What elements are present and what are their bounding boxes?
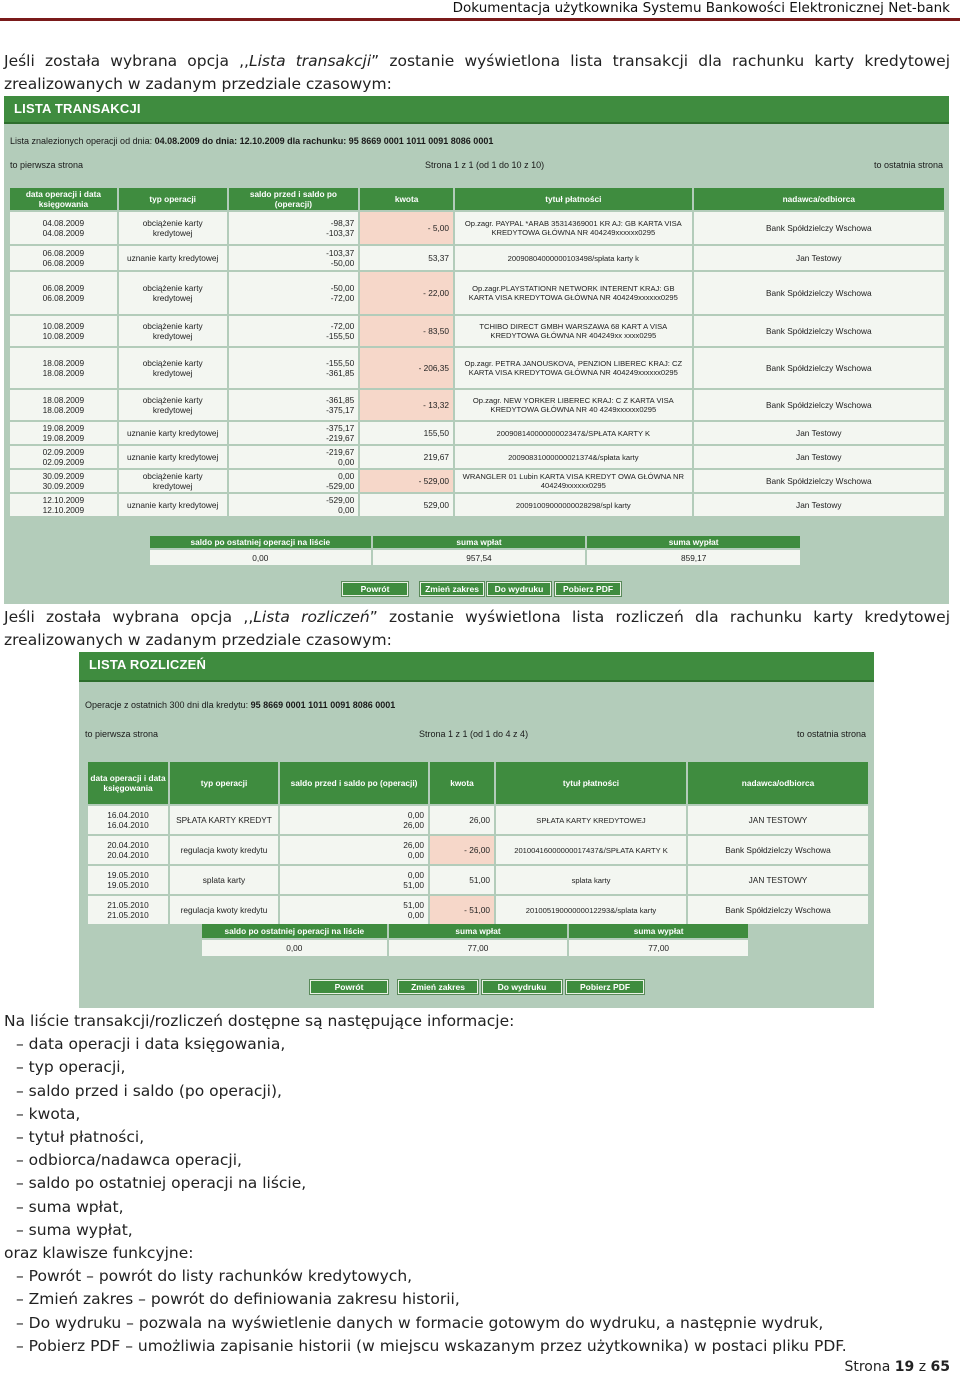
transakcje-last-page-link[interactable]: to ostatnia strona (873, 160, 943, 170)
booking-date: 06.08.2009 (42, 258, 85, 268)
transakcje-info-prefix: Lista znalezionych operacji od dnia: (10, 136, 155, 146)
booking-date: 18.08.2009 (42, 405, 85, 415)
operation-date: 19.05.2010 (107, 870, 149, 880)
info-list-item: – tytuł płatności, (16, 1128, 145, 1147)
counterparty: JAN TESTOWY (688, 806, 868, 834)
amount: - 51,00 (430, 896, 494, 924)
date-cell (10, 246, 117, 270)
date-cell (88, 866, 168, 894)
balance-before: -72,00 (330, 321, 355, 331)
operation-date: 10.08.2009 (42, 321, 85, 331)
operation-date: 18.08.2009 (42, 358, 85, 368)
transakcje-title: LISTA TRANSAKCJI (14, 101, 141, 116)
intro1-pre: Jeśli została wybrana opcja ,, (4, 52, 249, 70)
document-header (0, 0, 960, 18)
column-header: typ operacji (170, 762, 278, 804)
booking-date: 19.05.2010 (107, 880, 149, 890)
operation-date: 12.10.2009 (42, 495, 85, 505)
balance-cell (229, 390, 359, 420)
payment-title: 20091009000000028298/spl karty (455, 494, 692, 516)
date-cell (10, 316, 117, 346)
column-header: nadawca/odbiorca (694, 188, 944, 210)
rozliczenia-table-header (88, 762, 868, 804)
counterparty: Bank Spółdzielczy Wschowa (688, 896, 868, 924)
summary-value: 77,00 (569, 940, 748, 956)
key-list-item: – Powrót – powrót do listy rachunków kredytowych, (16, 1267, 413, 1286)
balance-cell (229, 348, 359, 388)
operation-type: obciążenie karty kredytowej (119, 316, 227, 346)
key-list-item: – Pobierz PDF – umożliwia zapisanie historii (w miejscu wskazanym przez użytkownika) w postaci pliku PDF. (16, 1336, 847, 1355)
balance-after: -361,85 (326, 368, 355, 378)
counterparty: Bank Spółdzielczy Wschowa (694, 348, 944, 388)
table-row (10, 272, 944, 314)
balance-before: -155,50 (326, 358, 355, 368)
booking-date: 12.10.2009 (42, 505, 85, 515)
page-current: 19 (894, 1359, 915, 1375)
balance-after: -375,17 (326, 405, 355, 415)
intro1-option: Lista transakcji (248, 52, 372, 70)
intro1-post: ” zostanie wyświetlona lista transakcji dla rachunku karty kredytowej zrealizowanych w zadanym przedziale czasowym: (4, 52, 950, 93)
balance-cell (229, 272, 359, 314)
date-cell (10, 446, 117, 468)
operation-date: 19.08.2009 (42, 423, 85, 433)
summary-header: suma wpłat (373, 536, 586, 548)
intro2-option: Lista rozliczeń (253, 608, 370, 626)
booking-date: 18.08.2009 (42, 368, 85, 378)
payment-title: TCHIBO DIRECT GMBH WARSZAWA 68 KART A VISA KREDYTOWA GŁÓWNA NR 404249xx xxxx0295 (455, 316, 692, 346)
operation-date: 06.08.2009 (42, 283, 85, 293)
rozliczenia-title-bar (79, 652, 874, 682)
balance-after: 0,00 (407, 910, 424, 920)
transakcje-panel (4, 96, 949, 604)
transakcje-page-info: Strona 1 z 1 (od 1 do 10 z 10) (425, 160, 545, 170)
balance-cell (280, 896, 428, 924)
amount: 219,67 (360, 446, 453, 468)
transakcje-summary (148, 534, 802, 567)
transakcje-first-page-link[interactable]: to pierwsza strona (10, 160, 84, 170)
page-mid: z (914, 1359, 931, 1375)
summary-header: saldo po ostatniej operacji na liście (202, 924, 387, 938)
counterparty: Jan Testowy (694, 246, 944, 270)
column-header: data operacji i data księgowania (10, 188, 117, 210)
amount: - 5,00 (360, 212, 453, 244)
summary-header: suma wypłat (569, 924, 748, 938)
operation-type: obciążenie karty kredytowej (119, 470, 227, 492)
date-cell (88, 896, 168, 924)
operation-type: obciążenie karty kredytowej (119, 272, 227, 314)
rozliczenia-panel (79, 652, 874, 1008)
balance-after: -103,37 (326, 228, 355, 238)
table-row (10, 422, 944, 444)
column-header: saldo przed i saldo po (operacji) (229, 188, 359, 210)
rozliczenia-info-prefix: Operacje z ostatnich 300 dni dla kredytu: (85, 700, 251, 710)
amount: - 83,50 (360, 316, 453, 346)
info-list (4, 1010, 950, 1358)
transakcje-table-header (10, 188, 944, 210)
amount: 155,50 (360, 422, 453, 444)
operation-type: obciążenie karty kredytowej (119, 390, 227, 420)
payment-title: Op.zagr.PLAYSTATIONR NETWORK INTERENT KRAJ: GB KARTA VISA KREDYTOWA GŁÓWNA NR 404249xxxxxx0295 (455, 272, 692, 314)
payment-title: WRANGLER 01 Lubin KARTA VISA KREDYT OWA GŁÓWNA NR 404249xxxxxx0295 (455, 470, 692, 492)
payment-title: 20090831000000021374&/spłata karty (455, 446, 692, 468)
column-header: kwota (430, 762, 494, 804)
table-row (88, 806, 868, 834)
balance-before: 51,00 (403, 900, 424, 910)
intro-rozliczenia (4, 606, 950, 652)
balance-after: -50,00 (330, 258, 355, 268)
table-row (10, 470, 944, 492)
balance-before: -98,37 (330, 218, 355, 228)
summary-value: 957,54 (373, 550, 586, 565)
info-list-item: – odbiorca/nadawca operacji, (16, 1151, 242, 1170)
transakcje-title-bar (4, 96, 949, 124)
rozliczenia-info (85, 700, 395, 710)
info-list-item: – typ operacji, (16, 1058, 126, 1077)
table-row (88, 896, 868, 924)
column-header: nadawca/odbiorca (688, 762, 868, 804)
rozliczenia-title: LISTA ROZLICZEŃ (89, 657, 207, 672)
amount: 53,37 (360, 246, 453, 270)
balance-after: -219,67 (326, 433, 355, 443)
balance-after: 51,00 (403, 880, 424, 890)
transakcje-info (10, 136, 493, 146)
amount: - 13,32 (360, 390, 453, 420)
balance-after: 26,00 (403, 820, 424, 830)
booking-date: 02.09.2009 (42, 457, 85, 467)
balance-before: 0,00 (407, 870, 424, 880)
column-header: tytuł płatności (496, 762, 686, 804)
booking-date: 04.08.2009 (42, 228, 85, 238)
amount: 529,00 (360, 494, 453, 516)
balance-cell (229, 212, 359, 244)
payment-title: 20090804000000103498/spłata karty k (455, 246, 692, 270)
payment-title: Op.zagr. PAYPAL *ARAB 35314369001 KR AJ: GB KARTA VISA KREDYTOWA GŁÓWNA NR 404249xxxxxx0295 (455, 212, 692, 244)
booking-date: 06.08.2009 (42, 293, 85, 303)
rozliczenia-last-page-link[interactable]: to ostatnia strona (796, 729, 866, 739)
payment-title: splata karty (496, 866, 686, 894)
intro2-pre: Jeśli została wybrana opcja ,, (4, 608, 254, 626)
table-row (10, 446, 944, 468)
key-list-item: – Zmień zakres – powrót do definiowania zakresu historii, (16, 1290, 460, 1309)
back-button[interactable]: Powrót (342, 582, 408, 596)
date-cell (10, 348, 117, 388)
date-cell (10, 272, 117, 314)
page-number (844, 1359, 950, 1375)
operation-type: uznanie karty kredytowej (119, 246, 227, 270)
column-header: tytuł płatności (455, 188, 692, 210)
balance-before: 0,00 (338, 471, 355, 481)
summary-value: 0,00 (150, 550, 371, 565)
operation-date: 02.09.2009 (42, 447, 85, 457)
payment-title: SPŁATA KARTY KREDYTOWEJ (496, 806, 686, 834)
operation-type: uznanie karty kredytowej (119, 446, 227, 468)
info-list-item: – kwota, (16, 1104, 81, 1123)
rozliczenia-page-info: Strona 1 z 1 (od 1 do 4 z 4) (419, 729, 529, 739)
balance-after: -72,00 (330, 293, 355, 303)
operation-date: 21.05.2010 (107, 900, 149, 910)
balance-after: 0,00 (338, 457, 355, 467)
column-header: saldo przed i saldo po (operacji) (280, 762, 428, 804)
counterparty: Bank Spółdzielczy Wschowa (694, 272, 944, 314)
booking-date: 30.09.2009 (42, 481, 85, 491)
table-row (10, 246, 944, 270)
rozliczenia-table (86, 760, 870, 926)
intro2-post: ” zostanie wyświetlona lista rozliczeń dla rachunku karty kredytowej zrealizowanych w zadanym przedziale czasowym: (4, 608, 951, 649)
operation-type: splata karty (170, 866, 278, 894)
table-row (10, 390, 944, 420)
balance-cell (229, 422, 359, 444)
balance-before: -219,67 (326, 447, 355, 457)
amount: - 529,00 (360, 470, 453, 492)
info-list-item: – data operacji i data księgowania, (16, 1035, 286, 1054)
transakcje-table (8, 186, 946, 518)
balance-after: -155,50 (326, 331, 355, 341)
document-title: Dokumentacja użytkownika Systemu Bankowości Elektronicznej Net-bank (452, 0, 950, 16)
info-list-item: – suma wypłat, (16, 1220, 133, 1239)
operation-type: regulacja kwoty kredytu (170, 896, 278, 924)
header-rule (0, 18, 960, 21)
balance-cell (229, 246, 359, 270)
payment-title: 20090814000000002347&/SPŁATA KARTY K (455, 422, 692, 444)
booking-date: 19.08.2009 (42, 433, 85, 443)
operation-date: 04.08.2009 (42, 218, 85, 228)
operation-type: SPŁATA KARTY KREDYT (170, 806, 278, 834)
operation-date: 06.08.2009 (42, 248, 85, 258)
table-row (88, 866, 868, 894)
operation-type: regulacja kwoty kredytu (170, 836, 278, 864)
counterparty: Jan Testowy (694, 422, 944, 444)
table-row (10, 316, 944, 346)
intro-transakcje (4, 50, 950, 96)
column-header: data operacji i data księgowania (88, 762, 168, 804)
page-prefix: Strona (844, 1359, 895, 1375)
balance-after: 0,00 (407, 850, 424, 860)
balance-cell (280, 806, 428, 834)
counterparty: Bank Spółdzielczy Wschowa (688, 836, 868, 864)
info-list-lead: Na liście transakcji/rozliczeń dostępne są następujące informacje: (4, 1012, 515, 1030)
amount: - 22,00 (360, 272, 453, 314)
transakcje-info-bold: 04.08.2009 do dnia: 12.10.2009 dla rachunku: 95 8669 0001 1011 0091 8086 0001 (154, 136, 494, 146)
booking-date: 20.04.2010 (107, 850, 149, 860)
date-cell (88, 836, 168, 864)
payment-title: 20100519000000012293&/splata karty (496, 896, 686, 924)
keys-lead: oraz klawisze funkcyjne: (4, 1244, 194, 1263)
operation-type: uznanie karty kredytowej (119, 422, 227, 444)
balance-cell (280, 866, 428, 894)
amount: 51,00 (430, 866, 494, 894)
payment-title: Op.zagr. NEW YORKER LIBEREC KRAJ: C Z KARTA VISA KREDYTOWA GŁÓWNA NR 40 4249xxxxxx0295 (455, 390, 692, 420)
balance-before: -103,37 (326, 248, 355, 258)
date-cell (10, 422, 117, 444)
print-button[interactable]: Do wydruku (487, 582, 551, 596)
balance-cell (280, 836, 428, 864)
summary-header: saldo po ostatniej operacji na liście (150, 536, 371, 548)
balance-cell (229, 470, 359, 492)
date-cell (10, 494, 117, 516)
amount: 26,00 (430, 806, 494, 834)
counterparty: Bank Spółdzielczy Wschowa (694, 316, 944, 346)
counterparty: Bank Spółdzielczy Wschowa (694, 212, 944, 244)
payment-title: Op.zagr. PETRA JANOUSKOVA, PENZION LIBEREC KRAJ: CZ KARTA VISA KREDYTOWA GŁÓWNA NR 404249xxxxxx0295 (455, 348, 692, 388)
balance-before: -361,85 (326, 395, 355, 405)
booking-date: 16.04.2010 (107, 820, 149, 830)
summary-header: suma wypłat (587, 536, 800, 548)
summary-value: 859,17 (587, 550, 800, 565)
summary-value: 77,00 (389, 940, 568, 956)
info-list-item: – saldo przed i saldo (po operacji), (16, 1081, 282, 1100)
date-cell (88, 806, 168, 834)
balance-after: -529,00 (326, 481, 355, 491)
operation-date: 16.04.2010 (107, 810, 149, 820)
key-list-item: – Do wydruku – pozwala na wyświetlenie danych w formacie gotowym do wydruku, a następnie wydruk, (16, 1313, 824, 1332)
amount: - 206,35 (360, 348, 453, 388)
booking-date: 10.08.2009 (42, 331, 85, 341)
table-row (10, 212, 944, 244)
balance-cell (229, 494, 359, 516)
payment-title: 20100416000000017437&/SPŁATA KARTY K (496, 836, 686, 864)
booking-date: 21.05.2010 (107, 910, 149, 920)
counterparty: JAN TESTOWY (688, 866, 868, 894)
back-button[interactable]: Powrót (310, 980, 388, 994)
balance-before: -529,00 (326, 495, 355, 505)
balance-before: 0,00 (407, 810, 424, 820)
counterparty: Jan Testowy (694, 494, 944, 516)
balance-cell (229, 316, 359, 346)
column-header: kwota (360, 188, 453, 210)
download-pdf-button[interactable]: Pobierz PDF (555, 582, 621, 596)
summary-header: suma wpłat (389, 924, 568, 938)
rozliczenia-first-page-link[interactable]: to pierwsza strona (85, 729, 159, 739)
balance-before: -50,00 (330, 283, 355, 293)
counterparty: Bank Spółdzielczy Wschowa (694, 470, 944, 492)
operation-type: obciążenie karty kredytowej (119, 212, 227, 244)
amount: - 26,00 (430, 836, 494, 864)
change-range-button[interactable]: Zmień zakres (398, 980, 478, 994)
counterparty: Jan Testowy (694, 446, 944, 468)
table-row (88, 836, 868, 864)
print-button[interactable]: Do wydruku (482, 980, 562, 994)
date-cell (10, 470, 117, 492)
info-list-item: – saldo po ostatniej operacji na liście, (16, 1174, 307, 1193)
page-total: 65 (930, 1359, 950, 1375)
operation-date: 18.08.2009 (42, 395, 85, 405)
table-row (10, 494, 944, 516)
counterparty: Bank Spółdzielczy Wschowa (694, 390, 944, 420)
balance-before: 26,00 (403, 840, 424, 850)
change-range-button[interactable]: Zmień zakres (420, 582, 484, 596)
date-cell (10, 390, 117, 420)
summary-value: 0,00 (202, 940, 387, 956)
date-cell (10, 212, 117, 244)
column-header: typ operacji (119, 188, 227, 210)
operation-type: obciążenie karty kredytowej (119, 348, 227, 388)
balance-before: -375,17 (326, 423, 355, 433)
download-pdf-button[interactable]: Pobierz PDF (566, 980, 644, 994)
balance-cell (229, 446, 359, 468)
balance-after: 0,00 (338, 505, 355, 515)
info-list-item: – suma wpłat, (16, 1197, 124, 1216)
table-row (10, 348, 944, 388)
rozliczenia-summary (200, 922, 750, 958)
operation-date: 20.04.2010 (107, 840, 149, 850)
operation-type: uznanie karty kredytowej (119, 494, 227, 516)
operation-date: 30.09.2009 (42, 471, 85, 481)
rozliczenia-info-bold: 95 8669 0001 1011 0091 8086 0001 (250, 700, 396, 710)
